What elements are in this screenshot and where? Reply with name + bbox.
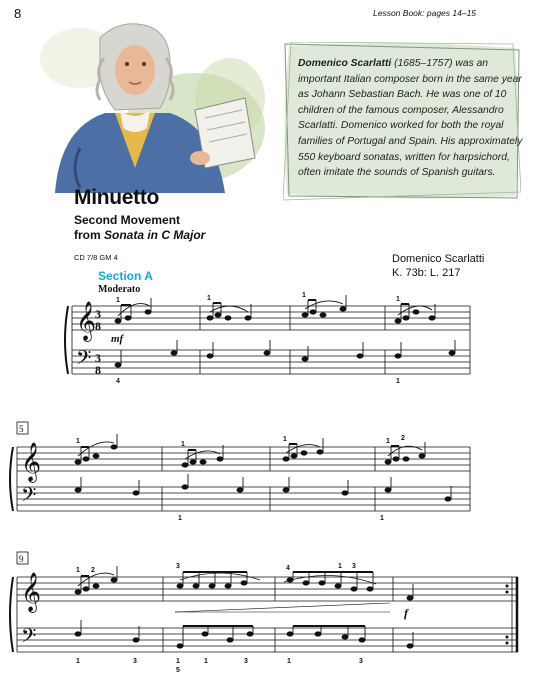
treble-clef-icon-3: 𝄞 [21,574,42,611]
tempo-marking: Moderato [98,284,141,295]
svg-text:1: 1 [380,515,384,522]
subtitle-movement: Second Movement [74,213,181,227]
svg-text:4: 4 [116,378,120,385]
svg-text:1: 1 [204,658,208,665]
section-label: Section A [98,269,153,283]
svg-text:1: 1 [181,441,185,448]
svg-text:3: 3 [176,563,180,570]
time-signature-treble-top: 3 [95,307,101,321]
treble-clef-icon-2: 𝄞 [21,444,42,481]
svg-text:1: 1 [176,658,180,665]
svg-text:1: 1 [338,563,342,570]
svg-text:1: 1 [386,438,390,445]
page-number: 8 [14,6,22,21]
svg-text:1: 1 [76,658,80,665]
svg-text:2: 2 [401,435,405,442]
svg-text:3: 3 [244,658,248,665]
bass-clef-icon-3: 𝄢 [21,626,37,652]
svg-text:3: 3 [133,658,137,665]
svg-text:2: 2 [91,567,95,574]
composer-name: Domenico Scarlatti [392,253,485,265]
svg-text:5: 5 [176,667,180,674]
time-signature-bass-bottom: 8 [95,363,101,377]
svg-text:1: 1 [287,658,291,665]
bass-clef-icon: 𝄢 [76,348,92,374]
subtitle-sonata: Sonata in C Major [104,228,206,242]
system-3 [10,552,518,652]
svg-text:1: 1 [76,567,80,574]
svg-text:1: 1 [396,296,400,303]
svg-text:1: 1 [302,292,306,299]
svg-text:1: 1 [207,295,211,302]
time-signature-treble-bottom: 8 [95,319,101,333]
svg-text:1: 1 [283,436,287,443]
system-3-notes [75,566,413,648]
bass-clef-icon-2: 𝄢 [21,485,37,511]
time-signature-bass-top: 3 [95,351,101,365]
subtitle-from: from [74,228,104,242]
lesson-reference: Lesson Book: pages 14–15 [373,8,477,18]
measure-number-9: 9 [19,554,24,564]
treble-clef-icon: 𝄞 [76,303,97,340]
dynamic-f: f [404,606,408,620]
svg-text:1: 1 [396,378,400,385]
svg-text:3: 3 [359,658,363,665]
measure-number-5: 5 [19,424,24,434]
catalog-number: K. 73b: L. 217 [392,267,461,279]
svg-text:1: 1 [76,438,80,445]
piece-title: Minuetto [74,186,160,209]
system-2-notes [75,434,451,501]
dynamic-mf: mf [111,333,124,345]
svg-text:3: 3 [352,563,356,570]
bio-composer-name: Domenico Scarlatti [298,58,392,69]
svg-text:1: 1 [178,515,182,522]
cd-info: CD 7/8 GM 4 [74,253,118,262]
svg-text:4: 4 [286,565,290,572]
svg-text:1: 1 [116,297,120,304]
repeat-dots [506,585,509,645]
bio-text: (1685–1757) was an important Italian composer born in the same year as Johann Sebastian Bach. He was one of 10 children of the famous composer, Alessandro Scarlatti. Domenico worked for both the royal families of Portugal and Spain. His approximately 550 keyboard sonatas, written for harpsichord, often imitate the sounds of Spanish guitars. [298,58,523,179]
